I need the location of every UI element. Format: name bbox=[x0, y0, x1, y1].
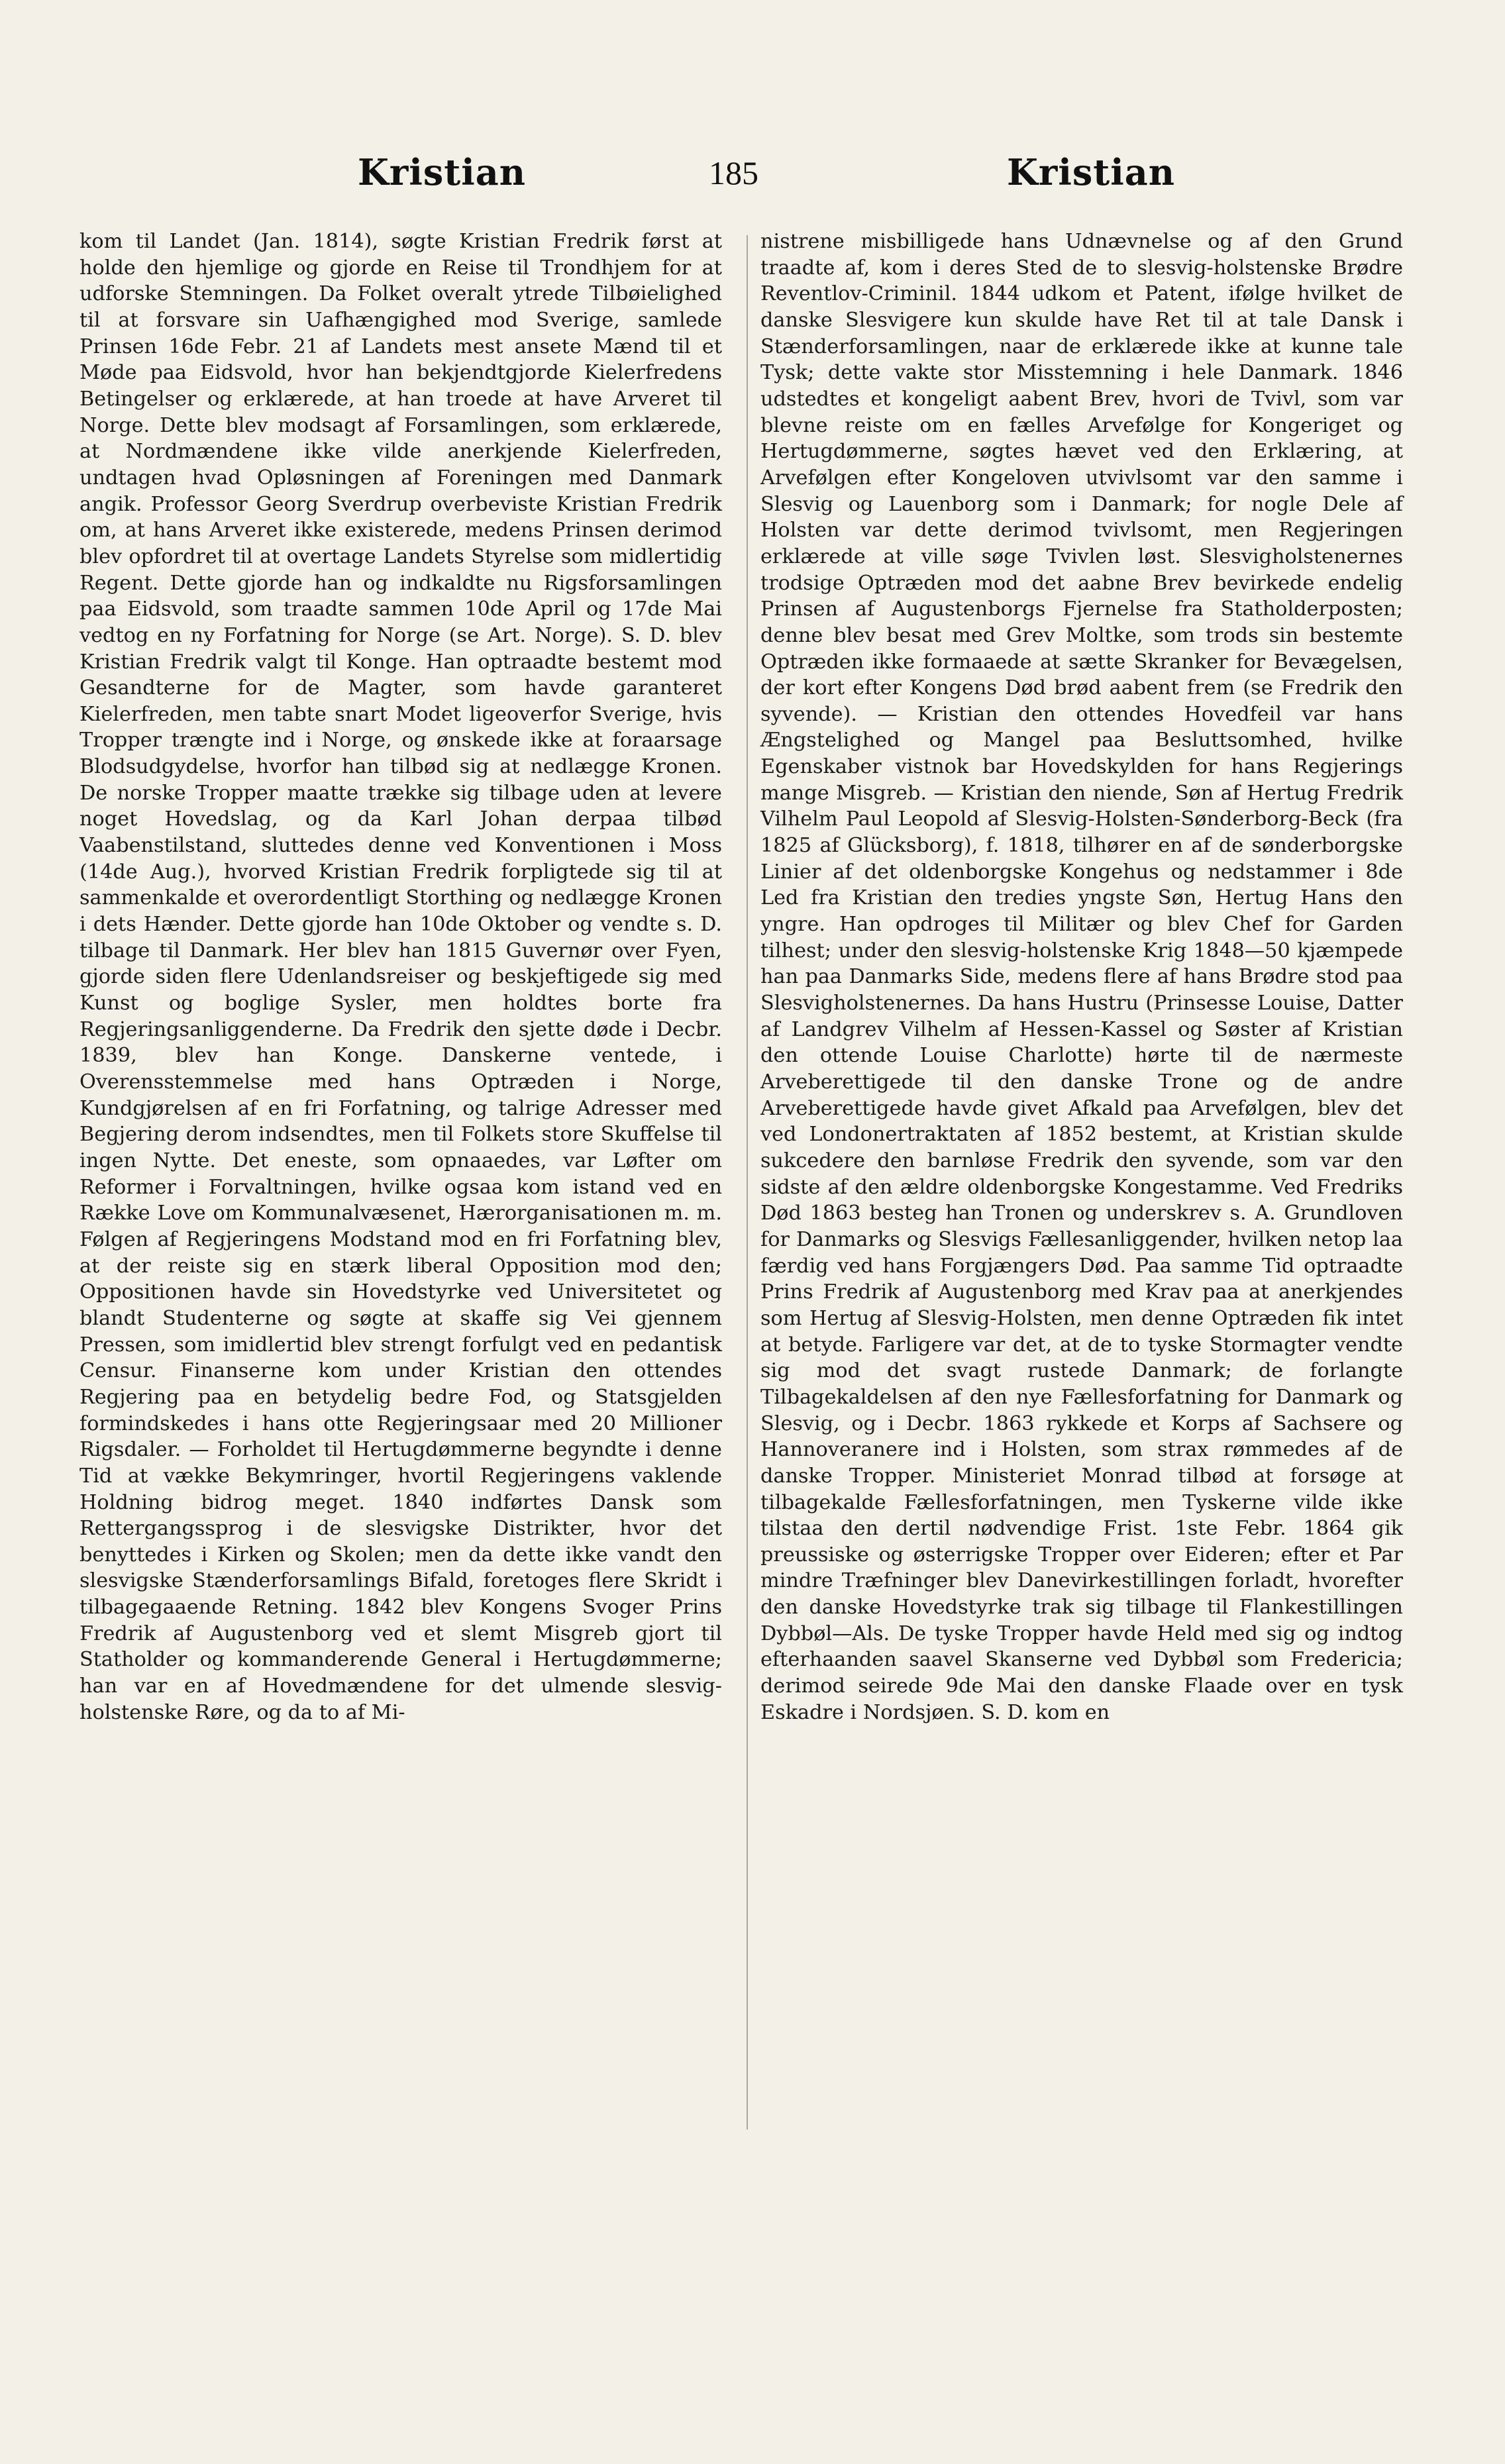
right-column-text: nistrene misbilligede hans Udnævnelse og af den Grund traadte af, kom i deres Sted de to slesvig-holstenske Brødre Reventlov-Criminil. 1844 udkom et Patent, ifølge hvilket de danske Slesvigere kun skulde have Ret til at tale Dansk i Stænderforsamlingen, naar de erklærede ikke at kunne tale Tysk; dette vakte stor Misstemning i hele Danmark. 1846 udstedtes et kongeligt aabent Brev, hvori de Tvivl, som var blevne reiste om en fælles Arvefølge for Kongeriget og Hertugdømmerne, søgtes hævet ved den Erklæring, at Arvefølgen efter Kongeloven utvivlsomt var den samme i Slesvig og Lauenborg som i Danmark; for nogle Dele af Holsten var dette derimod tvivlsomt, men Regjeringen erklærede at ville søge Tvivlen løst. Slesvigholstenernes trodsige Optræden mod det aabne Brev bevirkede endelig Prinsen af Augustenborgs Fjernelse fra Statholderposten; denne blev besat med Grev Moltke, som trods sin bestemte Optræden ikke formaaede at sætte Skranker for Bevægelsen, der kort efter Kongens Død brød aabent frem (se Fredrik den syvende). — Kristian den ottendes Hovedfeil var hans Ængstelighed og Mangel paa Besluttsomhed, hvilke Egenskaber vistnok bar Hovedskylden for hans Regjerings mange Misgreb. — Kristian den niende, Søn af Hertug Fredrik Vilhelm Paul Leopold af Slesvig-Holsten-Sønderborg-Beck (fra 1825 af Glücksborg), f. 1818, tilhører en af de sønderborgske Linier af det oldenborgske Kongehus og nedstammer i 8de Led fra Kristian den tredies yngste Søn, Hertug Hans den yngre. Han opdroges til Militær og blev Chef for Garden tilhest; under den slesvig-holstenske Krig 1848—50 kjæmpede han paa Danmarks Side, medens flere af hans Brødre stod paa Slesvigholstenernes. Da hans Hustru (Prinsesse Louise, Datter af Landgrev Vilhelm af Hessen-Kassel og Søster af Kristian den ottende Louise Charlotte) hørte til de nærmeste Arveberettigede til den danske Trone og de andre Arveberettigede havde givet Afkald paa Arvefølgen, blev det ved Londonertraktaten af 1852 bestemt, at Kristian skulde sukcedere den barnløse Fredrik den syvende, som var den sidste af den ældre oldenborgske Kongestamme. Ved Fredriks Død 1863 besteg han Tronen og underskrev s. A. Grundloven for Danmarks og Slesvigs Fællesanliggender, hvilken netop laa færdig ved hans Forgjængers Død. Paa samme Tid optraadte Prins Fredrik af Augustenborg med Krav paa at anerkjendes som Hertug af Slesvig-Holsten, men denne Optræden fik intet at betyde. Farligere var det, at de to tyske Stormagter vendte sig mod det svagt rustede Danmark; de forlangte Tilbagekaldelsen af den nye Fællesforfatning for Danmark og Slesvig, og i Decbr. 1863 rykkede et Korps af Sachsere og Hannoveranere ind i Holsten, som strax rømmedes af de danske Tropper. Ministeriet Monrad tilbød at forsøge at tilbagekalde Fællesforfatningen, men Tyskerne vilde ikke tilstaa den dertil nødvendige Frist. 1ste Febr. 1864 gik preussiske og østerrigske Tropper over Eideren; efter et Par mindre Træfninger blev Danevirkestillingen forladt, hvorefter den danske Hovedstyrke trak sig tilbage til Flankestillingen Dybbøl—Als. De tyske Tropper havde Held med sig og indtog efterhaanden saavel Skanserne ved Dybbøl som Fredericia; derimod seirede 9de Mai den danske Flaade over en tysk Eskadre i Nordsjøen. S. D. kom en bbox=[760, 230, 1403, 1724]
header-right-title: Kristian bbox=[1007, 151, 1176, 193]
left-column-text: kom til Landet (Jan. 1814), søgte Kristian Fredrik først at holde den hjemlige og gjorde en Reise til Trondhjem for at udforske Stemningen. Da Folket overalt ytrede Tilbøielighed til at forsvare sin Uafhængighed mod Sverige, samlede Prinsen 16de Febr. 21 af Landets mest ansete Mænd til et Møde paa Eidsvold, hvor han bekjendtgjorde Kielerfredens Betingelser og erklærede, at han troede at have Arveret til Norge. Dette blev modsagt af Forsamlingen, som erklærede, at Nordmændene ikke vilde anerkjende Kielerfreden, undtagen hvad Opløsningen af Foreningen med Danmark angik. Professor Georg Sverdrup overbeviste Kristian Fredrik om, at hans Arveret ikke existerede, medens Prinsen derimod blev opfordret til at overtage Landets Styrelse som midlertidig Regent. Dette gjorde han og indkaldte nu Rigsforsamlingen paa Eidsvold, som traadte sammen 10de April og 17de Mai vedtog en ny Forfatning for Norge (se Art. Norge). S. D. blev Kristian Fredrik valgt til Konge. Han optraadte bestemt mod Gesandterne for de Magter, som havde garanteret Kielerfreden, men tabte snart Modet ligeoverfor Sverige, hvis Tropper trængte ind i Norge, og ønskede ikke at foraarsage Blodsudgydelse, hvorfor han tilbød sig at nedlægge Kronen. De norske Tropper maatte trække sig tilbage uden at levere noget Hovedslag, og da Karl Johan derpaa tilbød Vaabenstilstand, sluttedes denne ved Konventionen i Moss (14de Aug.), hvorved Kristian Fredrik forpligtede sig til at sammenkalde et overordentligt Storthing og nedlægge Kronen i dets Hænder. Dette gjorde han 10de Oktober og vendte s. D. tilbage til Danmark. Her blev han 1815 Guvernør over Fyen, gjorde siden flere Udenlandsreiser og beskjeftigede sig med Kunst og boglige Sysler, men holdtes borte fra Regjeringsanliggenderne. Da Fredrik den sjette døde i Decbr. 1839, blev han Konge. Danskerne ventede, i Overensstemmelse med hans Optræden i Norge, Kundgjørelsen af en fri Forfatning, og talrige Adresser med Begjering derom indsendtes, men til Folkets store Skuffelse til ingen Nytte. Det eneste, som opnaaedes, var Løfter om Reformer i Forvaltningen, hvilke ogsaa kom istand ved en Række Love om Kommunalvæsenet, Hærorganisationen m. m. Følgen af Regjeringens Modstand mod en fri Forfatning blev, at der reiste sig en stærk liberal Opposition mod den; Oppositionen havde sin Hovedstyrke ved Universitetet og blandt Studenterne og søgte at skaffe sig Vei gjennem Pressen, som imidlertid blev strengt forfulgt ved en pedantisk Censur. Finanserne kom under Kristian den ottendes Regjering paa en betydelig bedre Fod, og Statsgjelden formindskedes i hans otte Regjeringsaar med 20 Millioner Rigsdaler. — Forholdet til Hertugdømmerne begyndte i denne Tid at vække Bekymringer, hvortil Regjeringens vaklende Holdning bidrog meget. 1840 indførtes Dansk som Rettergangssprog i de slesvigske Distrikter, hvor det benyttedes i Kirken og Skolen; men da dette ikke vandt den slesvigske Stænderforsamlings Bifald, foretoges flere Skridt i tilbagegaaende Retning. 1842 blev Kongens Svoger Prins Fredrik af Augustenborg ved et slemt Misgreb gjort til Statholder og kommanderende General i Hertugdømmerne; han var en af Hovedmændene for det ulmende slesvig-holstenske Røre, og da to af Mi- bbox=[79, 230, 722, 1724]
left-column bbox=[79, 229, 722, 1725]
running-header bbox=[0, 151, 1505, 211]
right-column bbox=[760, 229, 1403, 1725]
header-left-title: Kristian bbox=[358, 151, 527, 193]
column-divider bbox=[747, 235, 748, 2130]
page-number: 185 bbox=[709, 154, 758, 191]
